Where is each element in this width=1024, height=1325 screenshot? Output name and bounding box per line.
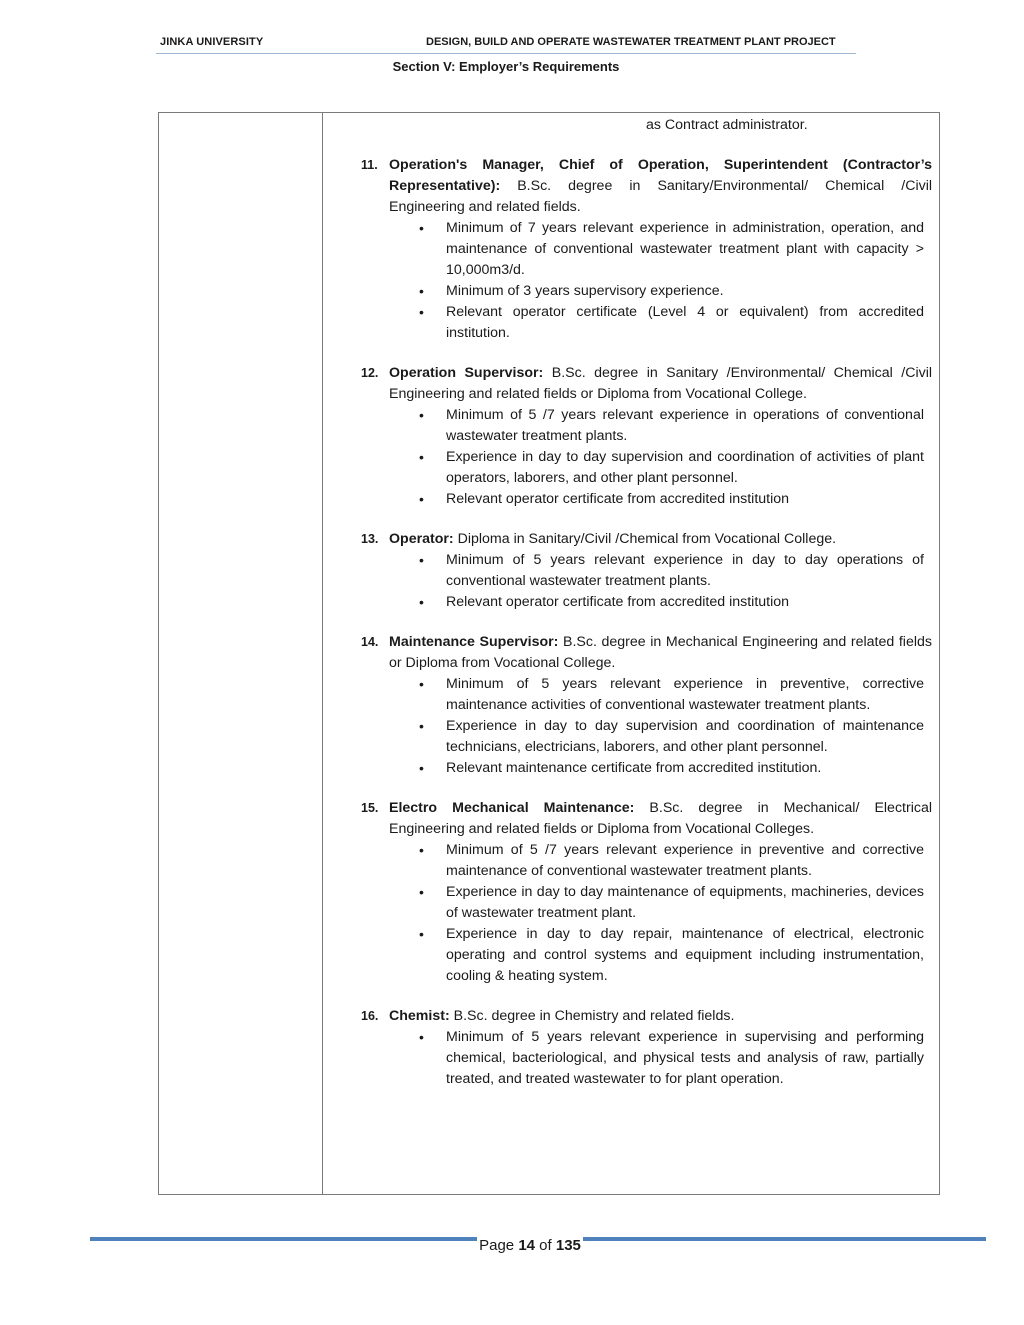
bullet-text: Minimum of 5 years relevant experience in preventive, corrective maintenance activities of conventional wastewater treatment plants. <box>446 676 924 713</box>
item-qualification: B.Sc. degree in Sanitary/Environmental/ Chemical /Civil Engineering and related fields. <box>389 178 932 215</box>
requirement-bullets <box>389 550 932 613</box>
bullet-icon: • <box>419 842 424 858</box>
bullet-text: Relevant operator certificate (Level 4 or equivalent) from accredited institution. <box>446 304 924 341</box>
item-qualification: B.Sc. degree in Chemistry and related fields. <box>449 1008 735 1024</box>
item-title: Operation's Manager, Chief of Operation, Superintendent (Contractor’s Representative): <box>389 157 932 194</box>
item-description <box>389 1006 932 1027</box>
bullet-text: Minimum of 5 /7 years relevant experience in preventive and corrective maintenance of conventional wastewater treatment plants. <box>446 842 924 879</box>
header-divider <box>156 53 856 54</box>
bullet-icon: • <box>419 407 424 423</box>
requirement-bullet <box>419 716 924 758</box>
requirement-bullets <box>389 405 932 510</box>
requirement-bullet <box>419 489 924 510</box>
item-number: 11. <box>361 158 378 172</box>
requirement-bullet <box>419 674 924 716</box>
page-label: Page <box>479 1237 515 1254</box>
requirement-bullet <box>419 550 924 592</box>
requirement-bullet <box>419 447 924 489</box>
page-number <box>0 1237 1024 1254</box>
item-title: Chemist: <box>389 1008 450 1024</box>
bullet-icon: • <box>419 1029 424 1045</box>
bullet-text: Experience in day to day repair, maintenance of electrical, electronic operating and control systems and equipment including instrumentation, cooling & heating system. <box>446 926 924 984</box>
list-item <box>361 632 932 779</box>
bullet-icon: • <box>419 491 424 507</box>
requirement-bullet <box>419 924 924 987</box>
item-number: 15. <box>361 801 379 815</box>
item-title: Operation Supervisor: <box>389 365 544 381</box>
page-current: 14 <box>518 1237 535 1254</box>
bullet-icon: • <box>419 552 424 568</box>
list-item <box>361 1006 932 1090</box>
item-description <box>389 363 932 405</box>
page-of: of <box>539 1237 552 1254</box>
item-qualification: Diploma in Sanitary/Civil /Chemical from Vocational College. <box>453 531 837 547</box>
continuation-text: as Contract administrator. <box>646 117 808 133</box>
bullet-text: Minimum of 7 years relevant experience in administration, operation, and maintenance of conventional wastewater treatment plant with capacity > 10,000m3/d. <box>446 220 924 278</box>
requirement-bullet <box>419 882 924 924</box>
bullet-icon: • <box>419 449 424 465</box>
item-number: 16. <box>361 1009 379 1023</box>
bullet-text: Relevant operator certificate from accredited institution <box>446 594 790 610</box>
bullet-icon: • <box>419 760 424 776</box>
item-title: Operator: <box>389 531 454 547</box>
bullet-icon: • <box>419 220 424 236</box>
requirement-bullet <box>419 758 924 779</box>
item-title: Maintenance Supervisor: <box>389 634 559 650</box>
bullet-icon: • <box>419 283 424 299</box>
item-number: 13. <box>361 532 379 546</box>
list-item <box>361 798 932 987</box>
list-item <box>361 363 932 510</box>
personnel-list <box>361 155 932 1090</box>
bullet-text: Relevant maintenance certificate from accredited institution. <box>446 760 822 776</box>
bullet-text: Minimum of 3 years supervisory experience. <box>446 283 724 299</box>
bullet-text: Experience in day to day supervision and coordination of maintenance technicians, electricians, laborers, and other plant personnel. <box>446 718 924 755</box>
bullet-text: Minimum of 5 years relevant experience in supervising and performing chemical, bacteriological, and physical tests and analysis of raw, partially treated, and treated wastewater to for plant operation. <box>446 1029 924 1087</box>
item-number: 14. <box>361 635 379 649</box>
item-qualification: B.Sc. degree in Sanitary /Environmental/ Chemical /Civil Engineering and related fields or Diploma from Vocational College. <box>389 365 932 402</box>
bullet-text: Experience in day to day maintenance of equipments, machineries, devices of wastewater treatment plant. <box>446 884 924 921</box>
requirement-bullet <box>419 281 924 302</box>
bullet-text: Relevant operator certificate from accredited institution <box>446 491 790 507</box>
requirement-bullet <box>419 302 924 344</box>
bullet-icon: • <box>419 884 424 900</box>
bullet-icon: • <box>419 304 424 320</box>
item-description <box>389 155 932 218</box>
item-description <box>389 529 932 550</box>
bullet-icon: • <box>419 718 424 734</box>
bullet-text: Experience in day to day supervision and coordination of activities of plant operators, laborers, and other plant personnel. <box>446 449 924 486</box>
requirement-bullet <box>419 840 924 882</box>
requirement-bullets <box>389 218 932 344</box>
item-qualification: B.Sc. degree in Mechanical Engineering and related fields or Diploma from Vocational College. <box>389 634 932 671</box>
bullet-icon: • <box>419 594 424 610</box>
requirements-cell <box>361 115 932 1090</box>
requirement-bullet <box>419 1027 924 1090</box>
bullet-icon: • <box>419 676 424 692</box>
section-title: Section V: Employer’s Requirements <box>392 59 620 74</box>
item-description <box>389 798 932 840</box>
requirement-bullets <box>389 1027 932 1090</box>
header-project-title: DESIGN, BUILD AND OPERATE WASTEWATER TREATMENT PLANT PROJECT <box>426 36 836 48</box>
item-title: Electro Mechanical Maintenance: <box>389 800 635 816</box>
requirement-bullet <box>419 218 924 281</box>
header-institution: JINKA UNIVERSITY <box>160 36 264 48</box>
requirement-bullet <box>419 405 924 447</box>
bullet-text: Minimum of 5 years relevant experience in day to day operations of conventional wastewater treatment plants. <box>446 552 924 589</box>
list-item <box>361 529 932 613</box>
bullet-icon: • <box>419 926 424 942</box>
requirement-bullets <box>389 840 932 987</box>
item-qualification: B.Sc. degree in Mechanical/ Electrical Engineering and related fields or Diploma from Vocational Colleges. <box>389 800 932 837</box>
table-column-divider <box>322 113 323 1194</box>
requirements-table <box>158 112 940 1195</box>
requirement-bullets <box>389 674 932 779</box>
bullet-text: Minimum of 5 /7 years relevant experience in operations of conventional wastewater treatment plants. <box>446 407 924 444</box>
item-description <box>389 632 932 674</box>
page-total: 135 <box>555 1237 581 1254</box>
list-item <box>361 155 932 344</box>
requirement-bullet <box>419 592 924 613</box>
item-number: 12. <box>361 366 379 380</box>
